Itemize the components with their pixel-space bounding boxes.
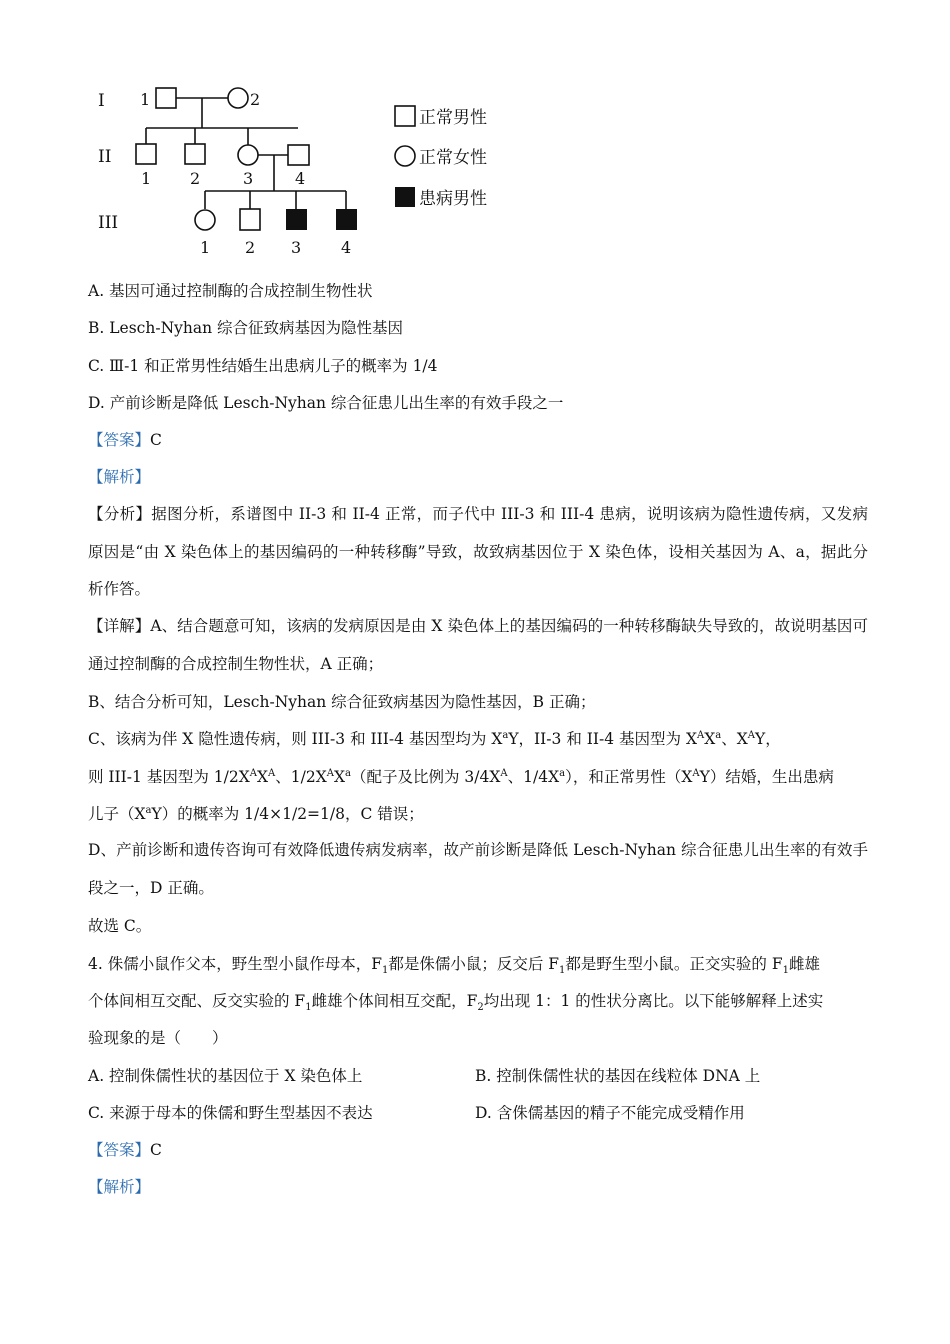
legend-normal-female-label: 正常女性 xyxy=(419,148,487,168)
superscript: a xyxy=(145,804,152,816)
text: Y， xyxy=(755,730,781,748)
q3-option-d: D. 产前诊断是降低 Lesch-Nyhan 综合征患儿出生率的有效手段之一 xyxy=(88,394,564,412)
superscript: a xyxy=(559,767,566,779)
legend-normal-male-symbol xyxy=(395,106,415,126)
q3-detail-a xyxy=(88,608,868,683)
text: 、X xyxy=(721,730,748,748)
gen3-label: 3 xyxy=(291,238,302,257)
superscript: a xyxy=(715,729,722,741)
gen1-label: 1 xyxy=(140,90,151,109)
q4-option-row-2 xyxy=(88,1103,868,1123)
gen3-label: 2 xyxy=(245,238,256,257)
legend-affected-male-label: 患病男性 xyxy=(419,189,487,209)
text: 儿子（X xyxy=(88,805,146,823)
superscript: a xyxy=(502,729,509,741)
q4-answer xyxy=(88,1140,868,1160)
superscript: A xyxy=(500,767,508,779)
text: Y，II-3 和 II-4 基因型为 X xyxy=(508,730,697,748)
gen3-male-2 xyxy=(240,209,260,230)
q3-detail-d: D、产前诊断和遗传咨询可有效降低遗传病发病率，故产前诊断是降低 Lesch-Nyhan 综合征患儿出生率的有效手段之一，D 正确。 xyxy=(88,841,868,897)
text: C、该病为伴 X 隐性遗传病，则 III-3 和 III-4 基因型均为 X xyxy=(88,730,503,748)
subscript: 1 xyxy=(559,965,566,977)
subscript: 2 xyxy=(477,1002,484,1014)
gen2-male-1 xyxy=(136,144,156,164)
superscript: A xyxy=(697,729,705,741)
gen1-female-2 xyxy=(228,88,248,108)
gen2-female-3 xyxy=(238,145,258,165)
q4-option-row-1 xyxy=(88,1066,868,1086)
gen3-female-1 xyxy=(195,210,215,230)
q3-choose: 故选 C。 xyxy=(88,917,152,935)
answer-value: C xyxy=(150,431,162,449)
legend-affected-male-symbol xyxy=(395,187,415,207)
gen2-label: 4 xyxy=(295,169,306,188)
analysis-tag: 【分析】 xyxy=(88,505,152,523)
q3-detail-c-line2: 则 III-1 基因型为 $1/2X^AX^A$、$1/2X^AX^a$（配子及比例为 $3/4X^A$、$1/4X^a$），和正常男性$(X^AY)$结婚，生出患病 xyxy=(88,767,834,786)
text: 个体间相互交配、反交实验的 F xyxy=(88,992,306,1010)
subscript: 1 xyxy=(782,965,789,977)
gen2-label: 1 xyxy=(141,169,152,188)
q3-answer xyxy=(88,430,868,450)
explain-tag: 【解析】 xyxy=(88,468,151,486)
superscript: a xyxy=(345,767,351,779)
answer-value: C xyxy=(150,1141,162,1159)
superscript: A xyxy=(268,767,276,779)
text: 都是野生型小鼠。正交实验的 F xyxy=(565,955,783,973)
gen1-label: 2 xyxy=(250,90,261,109)
q3-explain-heading xyxy=(88,467,868,487)
superscript: A xyxy=(747,729,756,741)
gen2-male-4 xyxy=(288,145,309,165)
gen-label-1: I xyxy=(98,91,105,111)
text: Y）结婚，生出患病 xyxy=(699,768,834,786)
answer-tag: 【答案】 xyxy=(88,431,151,449)
q3-option-c: C. Ⅲ-1 和正常男性结婚生出患病儿子的概率为 1/4 xyxy=(88,357,438,375)
text: 均出现 1：1 的性状分离比。以下能够解释上述实 xyxy=(483,992,824,1010)
q4-stem-line1 xyxy=(88,954,868,977)
gen-label-2: II xyxy=(98,147,112,167)
text: 雌雄 xyxy=(788,955,820,973)
text: 雌雄个体间相互交配，F xyxy=(311,992,478,1010)
legend-normal-male-label: 正常男性 xyxy=(419,108,487,128)
q4-stem-line3: 验现象的是（ ） xyxy=(88,1029,228,1047)
gen2-label: 2 xyxy=(190,169,201,188)
q3-option-a: A. 基因可通过控制酶的合成控制生物性状 xyxy=(88,282,373,300)
gen3-affected-male-3 xyxy=(286,209,307,230)
q3-option-b: B. Lesch-Nyhan 综合征致病基因为隐性基因 xyxy=(88,319,404,337)
text: 都是侏儒小鼠；反交后 F xyxy=(388,955,560,973)
q4-option-b: B. 控制侏儒性状的基因在线粒体 DNA 上 xyxy=(475,1067,761,1085)
subscript: 1 xyxy=(381,965,389,977)
q4-option-d: D. 含侏儒基因的精子不能完成受精作用 xyxy=(475,1104,745,1122)
q4-option-a: A. 控制侏儒性状的基因位于 X 染色体上 xyxy=(88,1067,363,1085)
q4-stem-line2 xyxy=(88,991,868,1014)
superscript: A xyxy=(249,767,257,779)
q3-detail-c-line1: C、该病为伴 X 隐性遗传病，则 III-3 和 III-4 基因型均为 $X^aY$，II-3 和 II-4 基因型为 $X^AX^a$、$X^AY$， xyxy=(88,729,781,748)
analysis-text: 据图分析，系谱图中 II-3 和 II-4 正常，而子代中 III-3 和 III-4 患病，说明该病为隐性遗传病，又发病原因是“由 X 染色体上的基因编码的一种转移酶”导致，故致病基因位于 X 染色体，设相关基因为 A、a，据此分析作答。 xyxy=(88,505,868,598)
text: ），和正常男性（X xyxy=(565,768,693,786)
q4-explain-heading xyxy=(88,1177,868,1197)
gen3-label: 1 xyxy=(200,238,211,257)
gen2-label: 3 xyxy=(243,169,254,188)
text: 、1/4X xyxy=(507,768,560,786)
superscript: A xyxy=(692,767,700,779)
gen3-label: 4 xyxy=(341,238,352,257)
text: 4. 侏儒小鼠作父本，野生型小鼠作母本，F xyxy=(88,955,382,973)
gen1-male-1 xyxy=(156,88,176,108)
gen3-affected-male-4 xyxy=(336,209,357,230)
legend-normal-female-symbol xyxy=(395,146,415,166)
detail-tag: 【详解】 xyxy=(88,617,151,635)
text: 、1/2X xyxy=(275,768,327,786)
detail-a-text: A、结合题意可知，该病的发病原因是由 X 染色体上的基因编码的一种转移酶缺失导致的，故说明基因可通过控制酶的合成控制生物性状，A 正确； xyxy=(88,617,868,673)
answer-tag: 【答案】 xyxy=(88,1141,151,1159)
q3-analysis xyxy=(88,496,868,609)
superscript: A xyxy=(326,767,334,779)
explain-tag: 【解析】 xyxy=(88,1178,151,1196)
pedigree-diagram xyxy=(88,78,528,268)
text: Y）的概率为 1/4×1/2=1/8，C 错误； xyxy=(151,805,424,823)
q4-option-c: C. 来源于母本的侏儒和野生型基因不表达 xyxy=(88,1104,373,1122)
text: 则 III-1 基因型为 1/2X xyxy=(88,768,250,786)
gen-label-3: III xyxy=(98,213,119,233)
text: （配子及比例为 3/4X xyxy=(350,768,501,786)
subscript: 1 xyxy=(305,1002,312,1014)
q3-detail-c-line3 xyxy=(88,804,868,824)
gen2-male-2 xyxy=(185,144,205,164)
q3-detail-b: B、结合分析可知，Lesch-Nyhan 综合征致病基因为隐性基因，B 正确； xyxy=(88,693,596,711)
